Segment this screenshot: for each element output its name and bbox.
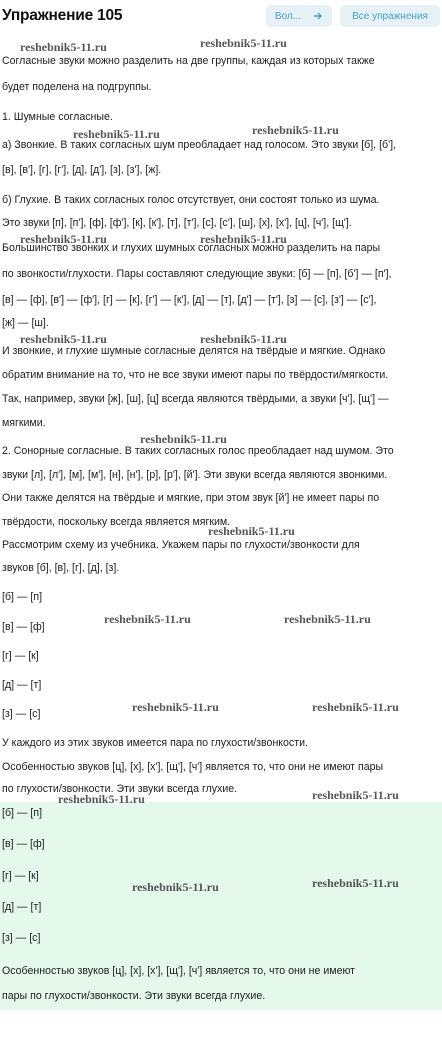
text-line: Согласные звуки можно разделить на две группы, каждая из которых также (2, 55, 375, 67)
text-line: б) Глухие. В таких согласных голос отсутствует, они состоят только из шума. (2, 194, 380, 206)
text-line: обратим внимание на то, что не все звуки имеют пары по твёрдости/мягкости. (2, 369, 389, 381)
text-line: И звонкие, и глухие шумные согласные делятся на твёрдые и мягкие. Однако (2, 345, 386, 357)
all-exercises-button[interactable]: Все упражнения (340, 5, 440, 27)
page-title: Упражнение 105 (2, 7, 123, 24)
text-line: а) Звонкие. В таких согласных шум преобладает над голосом. Это звуки [б], [б'], (2, 139, 396, 151)
text-line: [в] — [ф] (2, 621, 45, 633)
watermark: reshebnik5-11.ru (132, 700, 219, 714)
text-line: [г] — [к] (2, 650, 39, 662)
text-line: по глухости/звонкости. Эти звуки всегда глухие. (2, 783, 238, 795)
answer-highlight-block (0, 802, 442, 1010)
watermark: reshebnik5-11.ru (20, 40, 107, 54)
watermark: reshebnik5-11.ru (252, 123, 339, 137)
text-line: [б] — [п] (2, 807, 43, 819)
text-line: [г] — [к] (2, 870, 39, 882)
watermark: reshebnik5-11.ru (20, 332, 107, 346)
watermark: reshebnik5-11.ru (132, 880, 219, 894)
previous-exercise-button[interactable] (266, 5, 332, 27)
text-line: [д] — [т] (2, 679, 42, 691)
watermark: reshebnik5-11.ru (58, 792, 145, 806)
watermark: reshebnik5-11.ru (140, 432, 227, 446)
text-line: Так, например, звуки [ж], [ш], [ц] всегда являются твёрдыми, а звуки [ч'], [щ'] — (2, 393, 389, 405)
watermark: reshebnik5-11.ru (208, 524, 295, 538)
text-line: Особенностью звуков [ц], [х], [х'], [щ'], [ч'] является то, что они не имеют пары (2, 761, 384, 773)
text-line: мягкими. (2, 417, 46, 429)
text-line: Рассмотрим схему из учебника. Укажем пары по глухости/звонкости для (2, 539, 360, 551)
text-line: [б] — [п] (2, 591, 43, 603)
text-line: [в], [в'], [г], [г'], [д], [д'], [з], [з'], [ж]. (2, 164, 162, 176)
previous-exercise-label: Вол... (274, 10, 302, 22)
watermark: reshebnik5-11.ru (20, 232, 107, 246)
text-line: [ж] — [ш]. (2, 317, 49, 329)
page-header (0, 0, 442, 34)
watermark: reshebnik5-11.ru (200, 232, 287, 246)
text-line: [в] — [ф] (2, 838, 45, 850)
text-line: [д] — [т] (2, 901, 42, 913)
text-line: будет поделена на подгруппы. (2, 81, 152, 93)
text-line: пары по глухости/звонкости. Эти звуки всегда глухие. (2, 990, 266, 1002)
text-line: [з] — [с] (2, 932, 41, 944)
text-line: звуков [б], [в], [г], [д], [з]. (2, 562, 120, 574)
text-line: 2. Сонорные согласные. В таких согласных голос преобладает над шумом. Это (2, 445, 394, 457)
watermark: reshebnik5-11.ru (284, 612, 371, 626)
text-line: Они также делятся на твёрдые и мягкие, при этом звук [й'] не имеет пары по (2, 492, 380, 504)
watermark: reshebnik5-11.ru (312, 876, 399, 890)
watermark: reshebnik5-11.ru (73, 127, 160, 141)
text-line: 1. Шумные согласные. (2, 111, 113, 123)
text-line: У каждого из этих звуков имеется пара по глухости/звонкости. (2, 737, 308, 749)
text-line: Особенностью звуков [ц], [х], [х'], [щ'], [ч'] является то, что они не имеют (2, 965, 356, 977)
text-line: [з] — [с] (2, 708, 41, 720)
text-line: Это звуки [п], [п'], [ф], [ф'], [к], [к'], [т], [т'], [с], [с'], [ш], [х], [х'], [ц], [ч'], [щ']. (2, 217, 352, 229)
text-line: звуки [л], [л'], [м], [м'], [н], [н'], [р], [р'], [й']. Эти звуки всегда являются звонкими. (2, 469, 388, 481)
text-line: твёрдости, поскольку всегда является мягким. (2, 516, 231, 528)
watermark: reshebnik5-11.ru (312, 700, 399, 714)
watermark: reshebnik5-11.ru (104, 612, 191, 626)
text-line: Большинство звонких и глухих шумных согласных можно разделить на пары (2, 242, 381, 254)
watermark: reshebnik5-11.ru (200, 332, 287, 346)
arrow-right-icon (313, 11, 323, 21)
text-line: по звонкости/глухости. Пары составляют следующие звуки: [б] — [п], [б'] — [п'], (2, 268, 392, 280)
watermark: reshebnik5-11.ru (200, 36, 287, 50)
text-line: [в] — [ф], [в'] — [ф'], [г] — [к], [г'] — [к'], [д] — [т], [д'] — [т'], [з] — [с], [з'] — [с'], (2, 294, 377, 306)
watermark: reshebnik5-11.ru (312, 788, 399, 802)
